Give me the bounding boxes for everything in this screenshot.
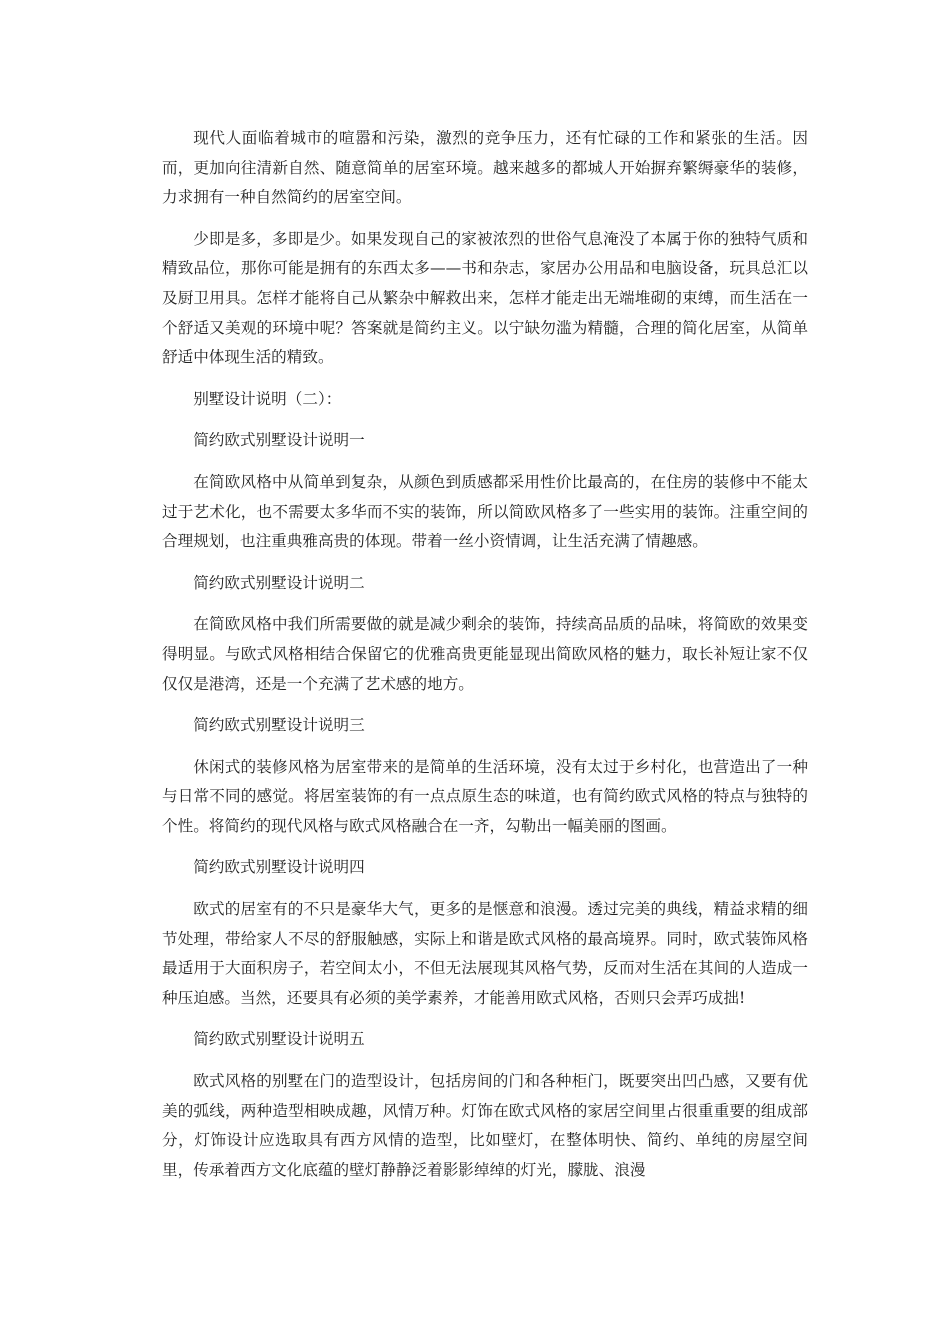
paragraph-description-1: 在简欧风格中从简单到复杂，从颜色到质感都采用性价比最高的，在住房的装修中不能太过于艺术化，也不需要太多华而不实的装饰，所以简欧风格多了一些实用的装饰。注重空间的合理规划，也注重典雅高贵的体现。带着一丝小资情调，让生活充满了情趣感。: [162, 472, 808, 551]
subheading-description-1: 简约欧式别墅设计说明一: [193, 431, 365, 450]
subheading-description-5: 简约欧式别墅设计说明五: [193, 1030, 365, 1049]
document-body: [162, 124, 808, 1197]
paragraph-intro: 现代人面临着城市的喧嚣和污染，激烈的竞争压力，还有忙碌的工作和紧张的生活。因而，更加向往清新自然、随意简单的居室环境。越来越多的都城人开始摒弃繁缛豪华的装修，力求拥有一种自然简约的居室空间。: [162, 129, 808, 207]
paragraph-description-5: 欧式风格的别墅在门的造型设计，包括房间的门和各种柜门，既要突出凹凸感，又要有优美的弧线，两种造型相映成趣，风情万种。灯饰在欧式风格的家居空间里占很重重要的组成部分，灯饰设计应选取具有西方风情的造型，比如壁灯，在整体明快、简约、单纯的房屋空间里，传承着西方文化底蕴的壁灯静静泛着影影绰绰的灯光，朦胧、浪漫: [162, 1072, 808, 1179]
paragraph-minimalism: 少即是多，多即是少。如果发现自己的家被浓烈的世俗气息淹没了本属于你的独特气质和精致品位，那你可能是拥有的东西太多——书和杂志，家居办公用品和电脑设备，玩具总汇以及厨卫用具。怎样才能将自己从繁杂中解救出来，怎样才能走出无端堆砌的束缚，而生活在一个舒适又美观的环境中呢？答案就是简约主义。以宁缺勿滥为精髓，合理的简化居室，从简单舒适中体现生活的精致。: [162, 229, 808, 367]
paragraph-description-3: 休闲式的装修风格为居室带来的是简单的生活环境，没有太过于乡村化，也营造出了一种与日常不同的感觉。将居室装饰的有一点点原生态的味道，也有简约欧式风格的特点与独特的个性。将简约的现代风格与欧式风格融合在一齐，勾勒出一幅美丽的图画。: [162, 757, 808, 835]
section-heading-villa-design-2: 别墅设计说明（二）：: [193, 389, 342, 408]
paragraph-description-2: 在简欧风格中我们所需要做的就是减少剩余的装饰，持续高品质的品味，将简欧的效果变得明显。与欧式风格相结合保留它的优雅高贵更能显现出简欧风格的魅力，取长补短让家不仅仅仅是港湾，还是一个充满了艺术感的地方。: [162, 615, 808, 693]
subheading-description-3: 简约欧式别墅设计说明三: [193, 716, 365, 735]
paragraph-description-4: 欧式的居室有的不只是豪华大气，更多的是惬意和浪漫。透过完美的典线，精益求精的细节处理，带给家人不尽的舒服触感，实际上和谐是欧式风格的最高境界。同时，欧式装饰风格最适用于大面积房子，若空间太小，不但无法展现其风格气势，反而对生活在其间的人造成一种压迫感。当然，还要具有必须的美学素养，才能善用欧式风格，否则只会弄巧成拙!: [162, 900, 808, 1007]
subheading-description-4: 简约欧式别墅设计说明四: [193, 858, 365, 877]
subheading-description-2: 简约欧式别墅设计说明二: [193, 573, 365, 592]
